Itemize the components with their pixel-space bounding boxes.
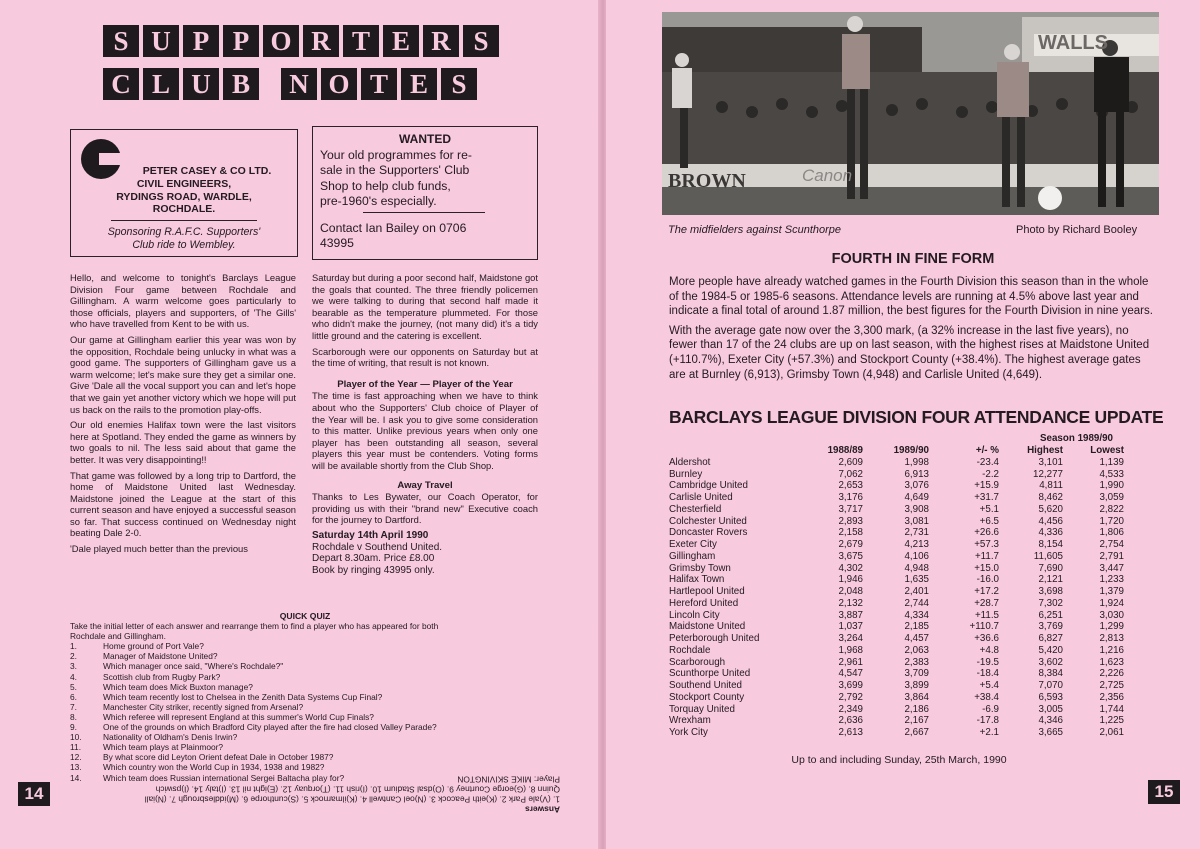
change-percent: +38.4 [974,691,999,703]
paragraph: 'Dale played much better than the previous [70,543,248,555]
attendance-1989-90: 2,186 [904,703,929,715]
photo-credit: Photo by Richard Booley [1016,224,1138,236]
club-name: Torquay United [669,703,735,715]
quick-quiz [70,611,540,783]
divider [111,220,257,221]
club-name: Doncaster Rovers [669,527,748,539]
highest-attendance: 8,462 [1038,492,1063,503]
quiz-list [70,641,540,782]
title-letter-tile: O [263,25,299,57]
wanted-contact2: 43995 [320,236,354,251]
attendance-1988-89: 3,675 [838,550,863,562]
season-label: Season 1989/90 [1040,433,1113,444]
table-title: BARCLAYS LEAGUE DIVISION FOUR ATTENDANCE UPDATE [669,407,1164,427]
change-percent: -17.8 [976,715,999,727]
title-letter-tile: E [401,68,437,100]
table-row [669,633,1124,645]
highest-attendance: 7,690 [1038,562,1063,574]
club-name: Stockport County [669,691,745,703]
change-percent: +31.7 [974,492,999,503]
lowest-attendance: 1,744 [1099,703,1124,715]
change-percent: +6.5 [979,515,999,527]
table-row [669,598,1124,610]
attendance-1988-89: 3,887 [838,609,863,621]
highest-attendance: 3,005 [1038,703,1063,715]
lowest-attendance: 2,791 [1099,550,1124,562]
wanted-contact1: Contact Ian Bailey on 0706 [320,221,467,235]
title-letter-tile: U [143,25,179,57]
lowest-attendance: 1,139 [1099,456,1124,468]
quiz-intro: Take the initial letter of each answer and rearrange them to find a player who has appeared for both [70,621,439,632]
poty-heading: Player of the Year — Player of the Year [337,378,513,390]
quiz-text: Which team does Mick Buxton manage? [103,681,253,692]
title-letter-tile: T [361,68,397,100]
club-name: Grimsby Town [669,562,731,574]
table-row [669,551,1124,563]
attendance-1989-90: 1,998 [904,456,929,468]
quiz-question [70,752,540,762]
attendance-1989-90: 4,334 [904,609,929,621]
table-row [669,504,1124,516]
wanted-line2: sale in the Supporters' Club [320,163,470,178]
attendance-1989-90: 2,063 [904,644,929,656]
quiz-question [70,732,540,742]
change-percent: -2.2 [982,468,999,480]
highest-attendance: 3,101 [1038,456,1063,468]
change-percent: +4.8 [979,644,999,656]
attendance-table [669,445,1124,739]
attendance-1988-89: 2,609 [838,456,863,468]
quiz-number: 12. [70,752,82,763]
wanted-line4: pre-1960's especially. [320,194,437,209]
change-percent: +17.2 [974,586,999,597]
club-name: Peterborough United [669,633,760,644]
lowest-attendance: 2,813 [1099,633,1124,644]
quiz-number: 11. [70,742,82,753]
quiz-number: 8. [70,711,77,722]
highest-attendance: 3,665 [1038,727,1063,738]
table-row [669,516,1124,528]
quiz-text: Scottish club from Rugby Park? [103,671,221,682]
quiz-number: 14. [70,772,82,783]
table-row [669,539,1124,551]
highest-attendance: 6,251 [1038,609,1063,621]
lowest-attendance: 1,216 [1099,644,1124,656]
table-row [669,457,1124,469]
paragraph: Hello, and welcome to tonight's Barclays League Division Four game between Rochdale and Gillingham. A warm welcome goes particularly to those officials, players and supporters, of 'The Gills' who have travelled from Kent to be with us. [70,272,296,330]
attendance-1988-89: 2,792 [838,691,863,703]
attendance-1988-89: 2,048 [838,586,863,597]
lowest-attendance: 3,030 [1099,609,1124,621]
highest-attendance: 12,277 [1033,468,1063,480]
attendance-1989-90: 2,401 [904,586,929,597]
table-footnote: Up to and including Sunday, 25th March, 1990 [791,754,1007,766]
title-letter-tile: R [303,25,339,57]
title-letter-tile: T [343,25,379,57]
highest-attendance: 8,384 [1038,668,1063,680]
table-header-row [669,445,1124,457]
attendance-1988-89: 4,302 [838,562,863,574]
attendance-1988-89: 3,264 [838,633,863,644]
highest-attendance: 8,154 [1038,539,1063,550]
table-row [669,727,1124,739]
club-name: Gillingham [669,550,716,562]
highest-attendance: 11,605 [1033,550,1063,562]
club-name: Hartlepool United [669,586,745,597]
col-header-change: +/- % [975,445,999,456]
quiz-question [70,722,540,732]
club-name: Colchester United [669,515,747,527]
attendance-table-wrap [669,445,1124,739]
attendance-1989-90: 2,731 [904,527,929,539]
title-club-notes [103,68,477,100]
club-name: Rochdale [669,644,711,656]
title-letter-tile: S [463,25,499,57]
trip-line: Rochdale v Southend United. [312,541,443,553]
banner-brown: BROWN [668,170,746,192]
quiz-question [70,661,540,671]
quiz-number: 1. [70,641,77,652]
attendance-1989-90: 3,081 [904,515,929,527]
club-name: Maidstone United [669,621,746,633]
highest-attendance: 3,602 [1038,656,1063,668]
photo-caption: The midfielders against Scunthorpe [668,224,842,236]
quiz-question [70,641,540,651]
lowest-attendance: 1,623 [1099,656,1124,668]
quiz-number: 3. [70,661,77,672]
table-row [669,492,1124,504]
lowest-attendance: 2,725 [1099,680,1124,691]
title-letter-tile: P [223,25,259,57]
quiz-number: 9. [70,722,77,733]
change-percent: -23.4 [976,456,999,468]
lowest-attendance: 2,356 [1099,691,1124,703]
banner-walls: WALLS [1038,32,1108,54]
paragraph: That game was followed by a long trip to Dartford, the home of Maidstone United last Wednesday. Maidstone joined the League at the start of this current season and have enjoyed a successful season so far. That success continued on Wednesday night beating Dale 2-0. [70,469,296,539]
table-row [669,668,1124,680]
quiz-question [70,702,540,712]
lowest-attendance: 1,720 [1099,515,1124,527]
change-percent: +36.6 [974,633,999,644]
attendance-1989-90: 3,908 [904,503,929,515]
quiz-text: Home ground of Port Vale? [103,641,204,652]
attendance-1989-90: 3,076 [904,480,929,492]
sponsor-company: PETER CASEY & CO LTD. [142,165,272,177]
lowest-attendance: 3,447 [1099,562,1124,574]
col-header-1988-89: 1988/89 [827,445,863,456]
answers-line: 1. (V)ale Park 2. (K)eith Peacock 3. (N)oel Cantwell 4. (K)ilmarnock 5. (S)cunthorpe 6. (M)iddlesbrough 7. (N)iall [144,794,560,805]
attendance-1988-89: 2,961 [838,656,863,668]
attendance-1988-89: 2,349 [838,703,863,715]
column-2 [312,272,538,577]
sponsor-caption2: Club ride to Wembley. [132,238,236,251]
club-name: Carlisle United [669,492,733,503]
sponsor-line2: RYDINGS ROAD, WARDLE, [116,190,252,203]
paragraph: Saturday but during a poor second half, Maidstone got the goals that counted. The three friendly policemen we were talking to during that second half made it bearable as the temperature plummeted. For those who didn't make the journey, (not many did) it's a tidy little ground and the catering is excellent. [312,272,538,341]
wanted-heading: WANTED [399,132,451,146]
table-row [669,621,1124,633]
quiz-text: Which team recently lost to Chelsea in the Zenith Data Systems Cup Final? [103,691,383,702]
wanted-line3: Shop to help club funds, [320,178,451,193]
attendance-1989-90: 4,948 [904,562,929,574]
club-name: Exeter City [669,539,717,550]
paragraph: With the average gate now over the 3,300 mark, (a 32% increase in the last five years), no fewer than 17 of the 24 clubs are up on last season, with the highest rises at Maidstone United (+110.7%), Exeter City (+57.3%) and Stockport County (+38.4%). The highest average gates are at Burnley (6,913), Grimsby Town (4,948) and Carlisle United (4,649). [669,324,1150,381]
sponsor-box [70,129,298,257]
club-name: Wrexham [669,715,711,727]
club-name: Chesterfield [669,503,722,515]
attendance-1989-90: 4,106 [904,550,929,562]
sponsor-line1: CIVIL ENGINEERS, [136,178,232,190]
quiz-question [70,692,540,702]
lowest-attendance: 2,061 [1099,727,1124,738]
club-name: Scarborough [669,656,726,668]
attendance-1989-90: 4,213 [904,539,929,550]
quiz-question [70,651,540,661]
lowest-attendance: 1,806 [1099,527,1124,539]
club-name: Halifax Town [669,574,725,586]
change-percent: +110.7 [969,621,999,633]
table-row [669,574,1124,586]
lowest-attendance: 2,822 [1099,503,1124,515]
away-heading: Away Travel [397,479,453,491]
match-photo [662,12,1159,215]
quiz-number: 6. [70,691,77,702]
quiz-number: 7. [70,701,77,712]
lowest-attendance: 2,226 [1099,668,1124,680]
highest-attendance: 7,302 [1038,597,1063,609]
quiz-question [70,712,540,722]
highest-attendance: 4,336 [1038,527,1063,539]
change-percent: +11.7 [974,550,999,562]
title-letter-tile: R [423,25,459,57]
attendance-1988-89: 2,636 [838,715,863,727]
change-percent: -19.5 [976,656,999,668]
attendance-1988-89: 2,613 [838,727,863,738]
table-row [669,657,1124,669]
club-name: Burnley [669,468,703,480]
attendance-1988-89: 1,946 [838,574,863,586]
quiz-text: Which country won the World Cup in 1934, 1938 and 1982? [103,762,325,773]
highest-attendance: 5,620 [1038,503,1063,515]
attendance-1988-89: 2,653 [838,480,863,492]
title-supporters [103,25,499,57]
column-1 [70,272,296,555]
quiz-text: Manchester City striker, recently signed from Arsenal? [103,701,304,712]
trip-line: Depart 8.30am. Price £8.00 [312,553,435,565]
attendance-1988-89: 3,717 [838,503,863,515]
quiz-number: 2. [70,651,77,662]
change-percent: +57.3 [974,539,999,550]
paragraph: The time is fast approaching when we have to think about who the Supporters' Club choice of Player of the Year will be. I ask you to give some consideration to this matter. Unlike previous years when only one player has been outstanding all season, several players this year must be contenders. Voting forms will be available shortly from the Club Shop. [312,390,538,471]
highest-attendance: 4,811 [1039,480,1063,492]
title-letter-tile: P [183,25,219,57]
change-percent: +28.7 [974,597,999,609]
highest-attendance: 4,346 [1038,715,1063,727]
table-row [669,704,1124,716]
highest-attendance: 6,827 [1038,633,1063,644]
lowest-attendance: 1,225 [1099,715,1124,727]
attendance-1989-90: 2,185 [904,621,929,633]
page-number: 14 [18,782,50,806]
quiz-text: Which team does Russian international Sergei Baltacha play for? [103,772,345,783]
trip-date: Saturday 14th April 1990 [312,529,429,541]
quiz-number: 10. [70,732,82,743]
attendance-1988-89: 2,893 [838,515,863,527]
highest-attendance: 2,121 [1038,574,1063,586]
lowest-attendance: 4,533 [1099,468,1124,480]
casey-logo [81,139,121,179]
quiz-number: 13. [70,762,82,773]
attendance-1988-89: 4,547 [838,668,863,680]
change-percent: -6.9 [982,703,999,715]
title-letter-tile: S [441,68,477,100]
attendance-1989-90: 4,649 [904,492,929,503]
table-row [669,527,1124,539]
paragraph: Our game at Gillingham earlier this year was won by the opposition, Rochdale being unlucky in what was a good game. The supporters of Gillingham gave us a warm welcome; let's make sure they get a similar one. Give 'Dale all the vocal support you can and let's hope that we gain yet another victory which we hope will put us back on the rails to the promotion play-offs. [70,333,296,415]
col-header-club [669,445,821,457]
quiz-text: By what score did Leyton Orient defeat Dale in October 1987? [103,752,334,763]
trip-line: Book by ringing 43995 only. [312,565,435,577]
change-percent: +2.1 [979,727,999,738]
title-letter-tile: C [103,68,139,100]
paragraph: Our old enemies Halifax town were the last visitors here at Spotland. They ended the game as winners by two goals to nil. The less said about that game the better. It was very disappointing!! [70,419,296,465]
quiz-heading: QUICK QUIZ [279,611,331,621]
answers-line: Player: MIKE SKIVINGTON [457,774,560,785]
club-name: Cambridge United [669,480,748,492]
attendance-1989-90: 3,899 [904,680,929,691]
table-row [669,586,1124,598]
lowest-attendance: 2,754 [1099,539,1124,550]
highest-attendance: 5,420 [1038,644,1063,656]
title-letter-tile: B [223,68,259,100]
paragraph: More people have already watched games in the Fourth Division this season than in the whole of the 1984-5 or 1985-6 seasons. Attendance levels are running at 4.5% above last year and indicate a final total of around 1.87 million, the best figures for the Fourth Division in nine years. [669,276,1153,318]
title-letter-tile: N [281,68,317,100]
quiz-question [70,682,540,692]
answers-heading: Answers [525,804,560,815]
lowest-attendance: 1,379 [1099,586,1124,597]
attendance-1989-90: 1,635 [904,574,929,586]
table-row [669,469,1124,481]
change-percent: +11.5 [974,609,999,621]
change-percent: +26.6 [974,527,999,539]
answers-line: Quinn 8. (G)eorge Courtney 9. (O)dsal Stadium 10. (I)rish 11. (T)orquay 12. (E)ight nil 13. (I)taly 14. (I)pswich [155,784,560,795]
attendance-1989-90: 3,864 [904,691,929,703]
page-number: 15 [1148,780,1180,804]
quiz-text: Which manager once said, "Where's Rochdale?" [103,661,284,672]
attendance-1988-89: 2,158 [838,527,863,539]
lowest-attendance: 1,233 [1099,574,1124,586]
lowest-attendance: 1,990 [1099,480,1124,492]
title-letter-tile: L [143,68,179,100]
club-name: Southend United [669,680,742,691]
quiz-number: 5. [70,681,77,692]
highest-attendance: 6,593 [1038,691,1063,703]
table-row [669,645,1124,657]
quiz-question [70,762,540,772]
club-name: Scunthorpe United [669,668,751,680]
quiz-question [70,742,540,752]
headline: FOURTH IN FINE FORM [831,251,995,267]
quiz-number: 4. [70,671,77,682]
table-row [669,610,1124,622]
attendance-1988-89: 2,679 [838,539,863,550]
attendance-1989-90: 2,383 [904,656,929,668]
club-name: Aldershot [669,456,711,468]
attendance-1989-90: 2,744 [904,597,929,609]
title-letter-tile: S [103,25,139,57]
attendance-1989-90: 6,913 [904,468,929,480]
change-percent: +15.9 [974,480,999,492]
table-row [669,563,1124,575]
attendance-1988-89: 3,699 [838,680,863,691]
club-name: Lincoln City [669,609,720,621]
col-header-1989-90: 1989/90 [893,445,929,456]
table-row [669,480,1124,492]
quiz-text: Which team plays at Plainmoor? [103,742,224,753]
wanted-line1: Your old programmes for re- [320,148,472,162]
club-name: York City [669,727,708,738]
table-row [669,715,1124,727]
quiz-text: Which referee will represent England at this summer's World Cup Finals? [103,711,374,722]
quiz-answers [70,774,560,814]
sponsor-caption1: Sponsoring R.A.F.C. Supporters' [107,226,261,238]
col-header-highest: Highest [1027,445,1063,456]
attendance-1989-90: 3,709 [904,668,929,680]
lowest-attendance: 1,299 [1099,621,1124,633]
attendance-1988-89: 1,968 [838,644,863,656]
attendance-1989-90: 2,667 [904,727,929,738]
quiz-text: Nationality of Oldham's Denis Irwin? [103,732,238,743]
table-row [669,680,1124,692]
attendance-1988-89: 3,176 [838,492,863,503]
highest-attendance: 3,698 [1038,586,1063,597]
sponsor-line3: ROCHDALE. [152,203,216,215]
paragraph: Scarborough were our opponents on Saturday but at the time of writing, that result is not known. [312,345,538,369]
title-letter-tile: E [383,25,419,57]
change-percent: +5.1 [979,503,999,515]
club-name: Hereford United [669,597,739,609]
col-header-lowest: Lowest [1090,445,1124,456]
quiz-text: One of the grounds on which Bradford City played after the fire had closed Valley Parade? [103,722,437,733]
highest-attendance: 4,456 [1038,515,1063,527]
highest-attendance: 3,769 [1038,621,1063,633]
quiz-intro: Rochdale and Gillingham. [70,631,166,642]
wanted-box [312,126,538,260]
banner-canon: Canon [802,166,853,185]
attendance-1988-89: 2,132 [838,597,863,609]
title-letter-tile: O [321,68,357,100]
quiz-question [70,672,540,682]
highest-attendance: 7,070 [1038,680,1063,691]
title-letter-tile: U [183,68,219,100]
lowest-attendance: 1,924 [1099,597,1124,609]
lowest-attendance: 3,059 [1099,492,1124,503]
attendance-1988-89: 1,037 [838,621,863,633]
attendance-1988-89: 7,062 [838,468,863,480]
change-percent: -18.4 [976,668,999,680]
change-percent: +5.4 [979,680,999,691]
attendance-1989-90: 2,167 [904,715,929,727]
article [669,275,1159,382]
divider [363,212,485,213]
paragraph: Thanks to Les Bywater, our Coach Operator, for providing us with their "brand new" Executive coach for the journey to Dartford. [312,491,538,526]
change-percent: -16.0 [976,574,999,586]
quiz-text: Manager of Maidstone United? [103,651,218,662]
change-percent: +15.0 [974,562,999,574]
table-row [669,692,1124,704]
attendance-1989-90: 4,457 [904,633,929,644]
